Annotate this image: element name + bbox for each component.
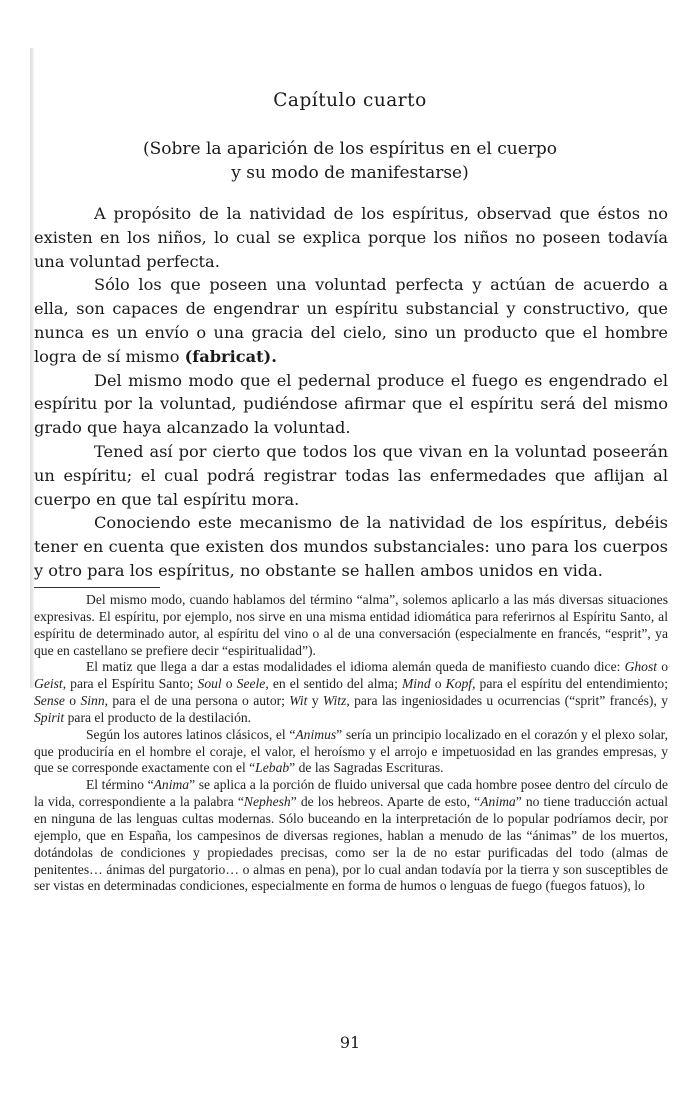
page-number: 91 <box>339 1033 361 1052</box>
body-paragraph-2: Sólo los que poseen una voluntad perfecta y actúan de acuerdo a ella, son capaces de engendrar un espíritu substancial y constructivo, que nunca es un envío o una gracia del cielo, sino un producto que el hombre logra de sí mismo (fabricat). <box>34 275 668 366</box>
chapter-subtitle <box>0 137 700 185</box>
body-paragraph-1: A propósito de la natividad de los espíritus, observad que éstos no existen en los niños, lo cual se explica porque los niños no poseen todavía una voluntad perfecta. <box>34 204 668 271</box>
body-paragraph-5: Conociendo este mecanismo de la natividad de los espíritus, debéis tener en cuenta que existen dos mundos substanciales: uno para los cuerpos y otro para los espíritus, no obstante se hallen ambos unidos en vida. <box>34 513 668 580</box>
footnote-paragraph-3: Según los autores latinos clásicos, el “Animus” sería un principio localizado en el corazón y el plexo solar, que produciría en el hombre el coraje, el valor, el heroísmo y el arrojo e impetuosidad en las grandes empresas, y que se corresponde exactamente con el “Lebab” de las Sagradas Escrituras. <box>34 726 668 776</box>
body-text <box>34 202 668 583</box>
body-paragraph-3: Del mismo modo que el pedernal produce el fuego es engendrado el espíritu por la voluntad, pudiéndose afirmar que el espíritu será del mismo grado que haya alcanzado la voluntad. <box>34 370 668 438</box>
footnote-paragraph-4: El término “Anima” se aplica a la porción de fluido universal que cada hombre posee dentro del círculo de la vida, correspondiente a la palabra “Nephesh” de los hebreos. Aparte de esto, “Anima” no tiene traducción actual en ninguna de las lenguas cultas modernas. Sólo buceando en la interpretación de lo popular podríamos decir, por ejemplo, que en España, los campesinos de diversas regiones, hablan a menudo de las “ánimas” de los muertos, dotándolas de condiciones y propiedades precisas, como ser la de no estar purificadas del todo (almas de penitentes… ánimas del purgatorio… o almas en pena), por lo cual andan todavía por la tierra y son susceptibles de ser vistas en determinadas condiciones, especialmente en forma de humos o lenguas de fuego (fuegos fatuos), lo <box>34 777 668 894</box>
chapter-title: Capítulo cuarto <box>273 90 427 111</box>
footnote-paragraph-2: El matiz que llega a dar a estas modalidades el idioma alemán queda de manifiesto cuando dice: Ghost o Geist, para el Espíritu Santo; Soul o Seele, en el sentido del alma; Mind o Kopf, para el espíritu del entendimiento; Sense o Sinn, para el de una persona o autor; Wit y Witz, para las ingeniosidades u ocurrencias (“sprit” francés), y Spirit para el producto de la destilación. <box>34 659 669 725</box>
footnotes <box>34 592 668 895</box>
fabricat-term: (fabricat). <box>184 346 277 366</box>
footnote-paragraph-1: Del mismo modo, cuando hablamos del término “alma”, solemos aplicarlo a las más diversas situaciones expresivas. El espíritu, por ejemplo, nos sirve en una misma entidad idiomática para referirnos al Espíritu Santo, al espíritu de determinado autor, al espíritu del vino o al de una conversación (especialmente en francés, “esprit”, ya que en castellano se prefiere decir “espiritualidad”). <box>34 592 668 658</box>
subtitle-line-1: (Sobre la aparición de los espíritus en el cuerpo <box>142 139 558 159</box>
subtitle-line-2: y su modo de manifestarse) <box>231 163 469 183</box>
footnote-separator <box>34 587 160 588</box>
body-paragraph-4: Tened así por cierto que todos los que vivan en la voluntad poseerán un espíritu; el cual podrá registrar todas las enfermedades que aflijan al cuerpo en que tal espíritu mora. <box>34 441 668 509</box>
